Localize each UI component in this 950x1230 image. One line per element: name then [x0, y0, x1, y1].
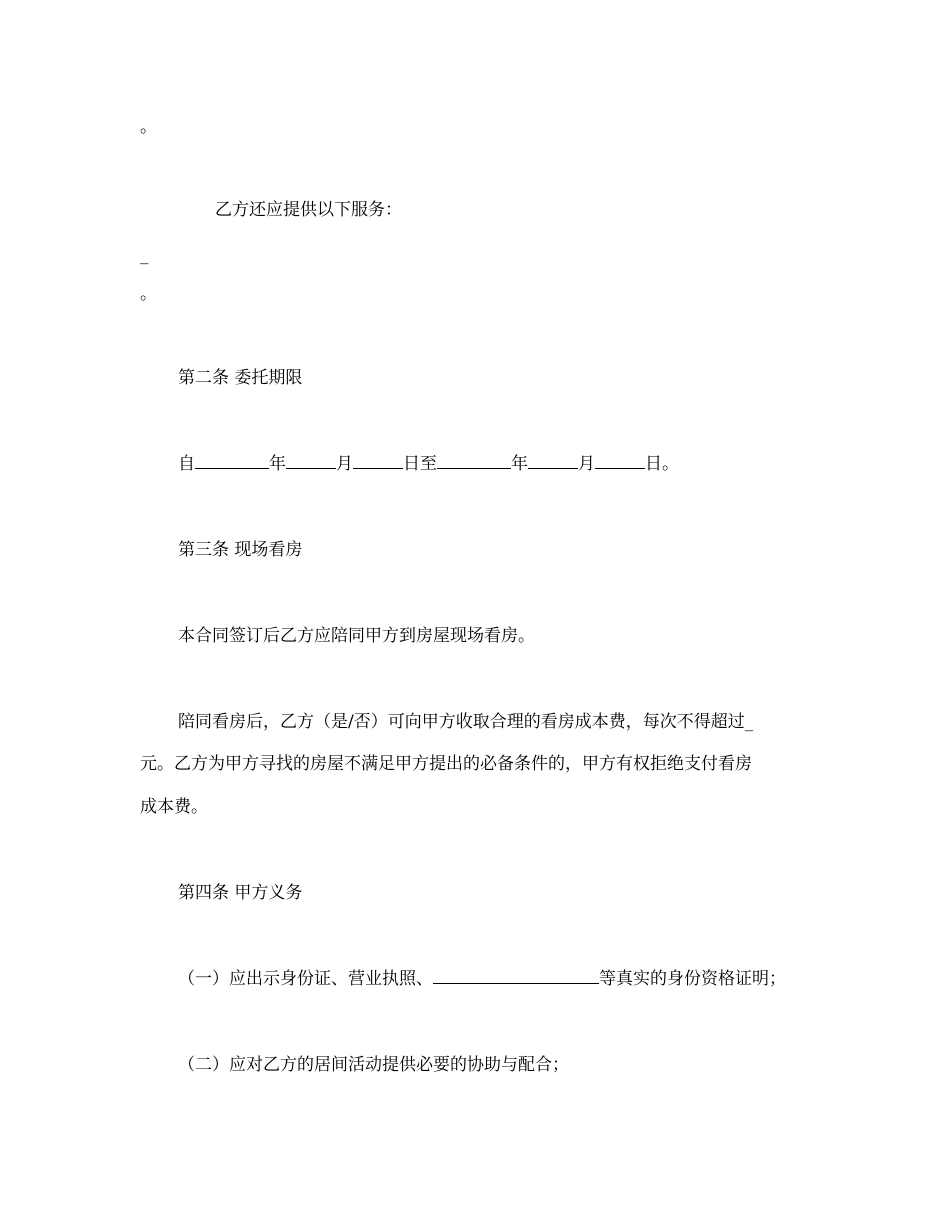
month-label: 月 — [336, 454, 353, 474]
article3-para2-line1: 陪同看房后，乙方（是/否）可向甲方收取合理的看房成本费，每次不得超过_ — [178, 712, 754, 732]
trailing-period: 。 — [140, 117, 157, 137]
day-blank[interactable] — [353, 453, 403, 469]
term-prefix: 自 — [178, 454, 195, 474]
trailing-period: 。 — [140, 284, 157, 304]
services-intro: 乙方还应提供以下服务： — [215, 200, 402, 220]
item1-text-end: 等真实的身份资格证明； — [599, 969, 786, 989]
year-label: 年 — [269, 454, 286, 474]
day-blank[interactable] — [595, 453, 645, 469]
day-label: 日。 — [645, 454, 679, 474]
month-blank[interactable] — [286, 453, 336, 469]
term-line — [178, 453, 679, 475]
article4-item1 — [178, 968, 786, 990]
day-label: 日至 — [403, 454, 437, 474]
article4-item2: （二）应对乙方的居间活动提供必要的协助与配合； — [178, 1055, 569, 1075]
month-label: 月 — [578, 454, 595, 474]
article2-heading: 第二条 委托期限 — [178, 368, 303, 388]
year-blank[interactable] — [437, 453, 511, 469]
month-blank[interactable] — [528, 453, 578, 469]
item1-text: （一）应出示身份证、营业执照、 — [178, 969, 433, 989]
article3-para2-line3: 成本费。 — [140, 797, 208, 817]
article4-heading: 第四条 甲方义务 — [178, 883, 303, 903]
article3-para1: 本合同签订后乙方应陪同甲方到房屋现场看房。 — [178, 626, 535, 646]
article3-heading: 第三条 现场看房 — [178, 540, 303, 560]
year-blank[interactable] — [195, 453, 269, 469]
services-blank: _ — [140, 245, 149, 265]
credential-blank[interactable] — [433, 968, 599, 984]
article3-para2-line2: 元。乙方为甲方寻找的房屋不满足甲方提出的必备条件的，甲方有权拒绝支付看房 — [140, 754, 752, 774]
year-label: 年 — [511, 454, 528, 474]
